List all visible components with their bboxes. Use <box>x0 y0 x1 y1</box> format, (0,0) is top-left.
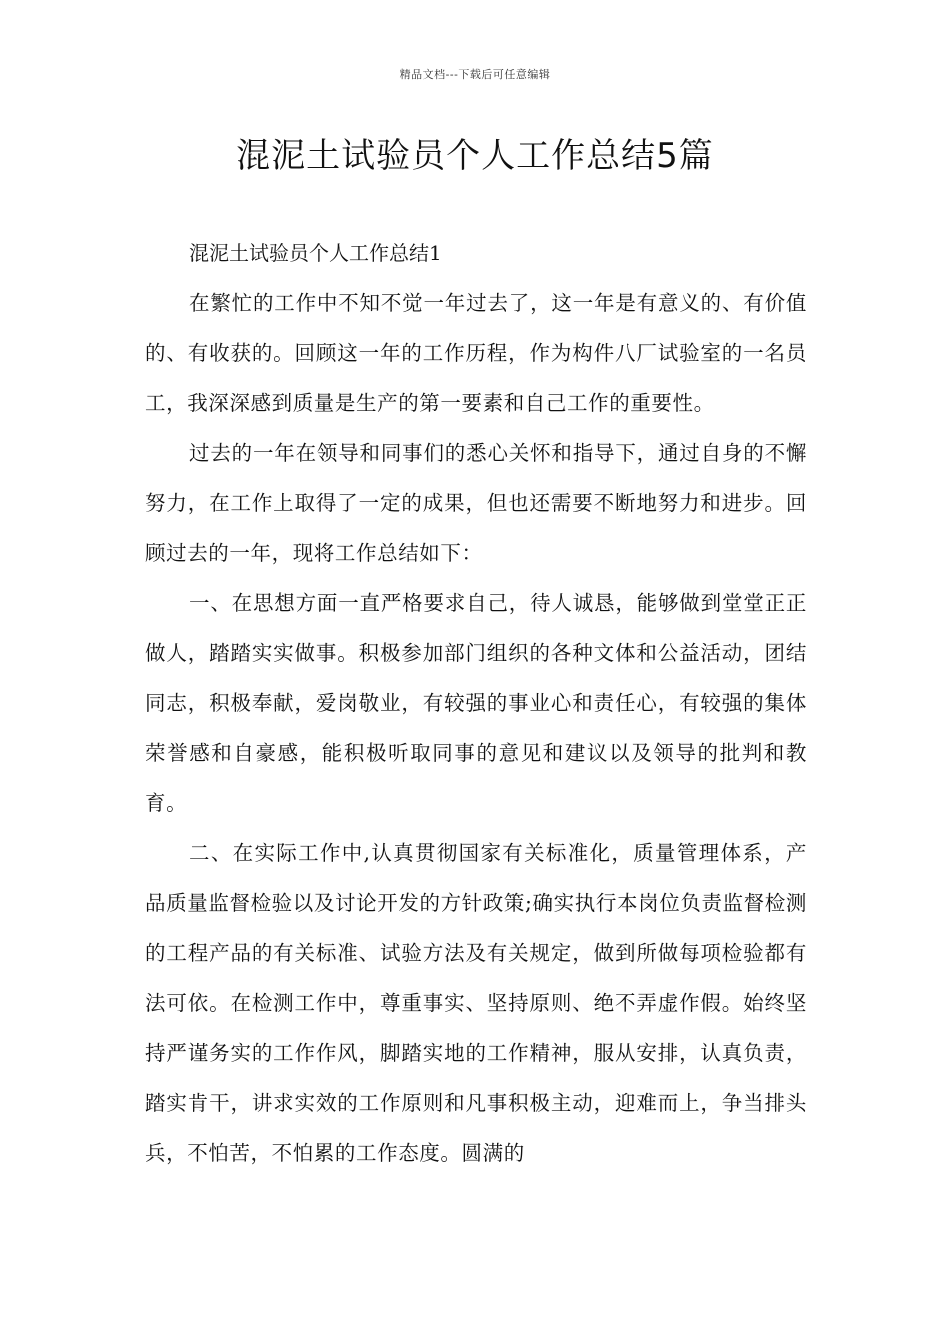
paragraph-2: 过去的一年在领导和同事们的悉心关怀和指导下，通过自身的不懈努力，在工作上取得了一定的成果，但也还需要不断地努力和进步。回顾过去的一年，现将工作总结如下： <box>145 441 807 565</box>
paragraph-4: 二、在实际工作中,认真贯彻国家有关标准化，质量管理体系，产品质量监督检验以及讨论开发的方针政策;确实执行本岗位负责监督检测的工程产品的有关标准、试验方法及有关规定，做到所做每项检验都有法可依。在检测工作中，尊重事实、坚持原则、绝不弄虚作假。始终坚持严谨务实的工作作风，脚踏实地的工作精神，服从安排，认真负责，踏实肯干，讲求实效的工作原则和凡事积极主动，迎难而上，争当排头兵，不怕苦，不怕累的工作态度。圆满的 <box>145 841 807 1165</box>
paragraph-1: 在繁忙的工作中不知不觉一年过去了，这一年是有意义的、有价值的、有收获的。回顾这一年的工作历程，作为构件八厂试验室的一名员工，我深深感到质量是生产的第一要素和自己工作的重要性。 <box>145 291 807 415</box>
paragraph-3: 一、在思想方面一直严格要求自己，待人诚恳，能够做到堂堂正正做人，踏踏实实做事。积极参加部门组织的各种文体和公益活动，团结同志，积极奉献，爱岗敬业，有较强的事业心和责任心，有较强的集体荣誉感和自豪感，能积极听取同事的意见和建议以及领导的批判和教育。 <box>145 591 807 815</box>
document-body <box>145 228 807 1178</box>
header-note: 精品文档---下载后可任意编辑 <box>399 68 551 81</box>
section-title: 混泥土试验员个人工作总结1 <box>189 241 442 265</box>
document-title: 混泥土试验员个人工作总结5篇 <box>236 136 714 176</box>
